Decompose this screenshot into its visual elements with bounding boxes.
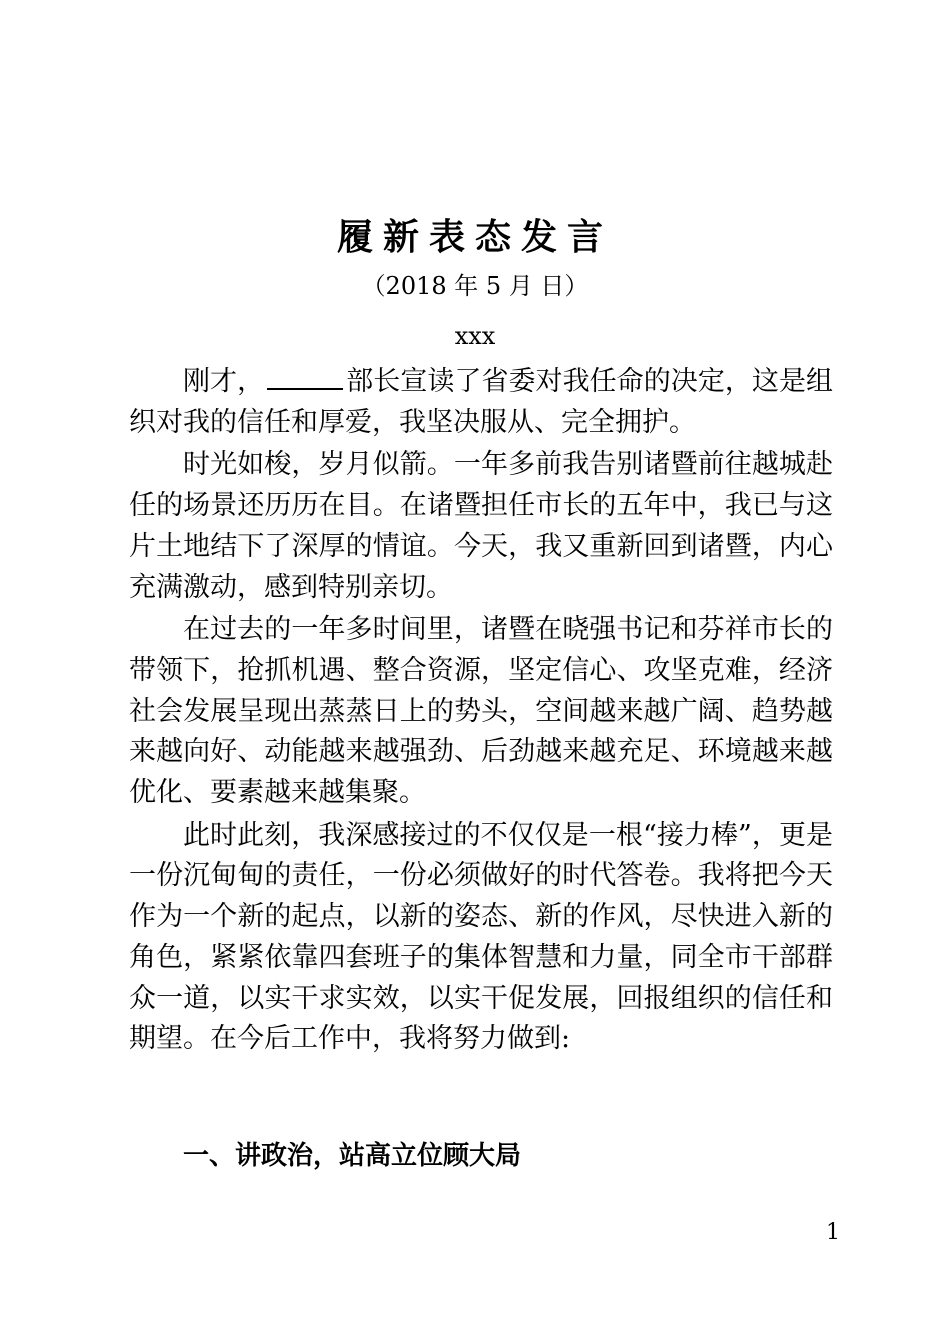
paragraph-1-text: 部长宣读了省委对我任命的决定，这是组织对我的信任和厚爱，我坚决服从、完全拥护。 [129,366,834,438]
paragraph-1-lead: 刚才， [183,366,265,397]
document-author: xxx [454,322,496,350]
paragraph-4: 此时此刻，我深感接过的不仅仅是一根“接力棒”，更是一份沉甸甸的责任，一份必须做好的时代答卷。我将把今天作为一个新的起点，以新的姿态、新的作风，尽快进入新的角色，紧紧依靠四套班子的集体智慧和力量，同全市干部群众一道，以实干求实效，以实干促发展，回报组织的信任和期望。在今后工作中，我将努力做到: [129,819,833,1055]
document-title: 履新表态发言 [336,216,613,258]
document-date: （2018 年 5 月 日） [361,272,589,300]
section-heading-1: 一、讲政治，站高立位顾大局 [183,1141,522,1171]
name-blank [267,362,343,390]
paragraph-2: 时光如梭，岁月似箭。一年多前我告别诸暨前往越城赴任的场景还历历在目。在诸暨担任市长的五年中，我已与这片土地结下了深厚的情谊。今天，我又重新回到诸暨，内心充满激动，感到特别亲切。 [129,449,833,603]
paragraph-1 [129,362,833,443]
document-body [129,362,833,1062]
page-number: 1 [826,1220,840,1245]
paragraph-3: 在过去的一年多时间里，诸暨在晓强书记和芬祥市长的带领下，抢抓机遇、整合资源，坚定信心、攻坚克难，经济社会发展呈现出蒸蒸日上的势头，空间越来越广阔、趋势越来越向好、动能越来越强劲、后劲越来越充足、环境越来越优化、要素越来越集聚。 [129,614,833,809]
